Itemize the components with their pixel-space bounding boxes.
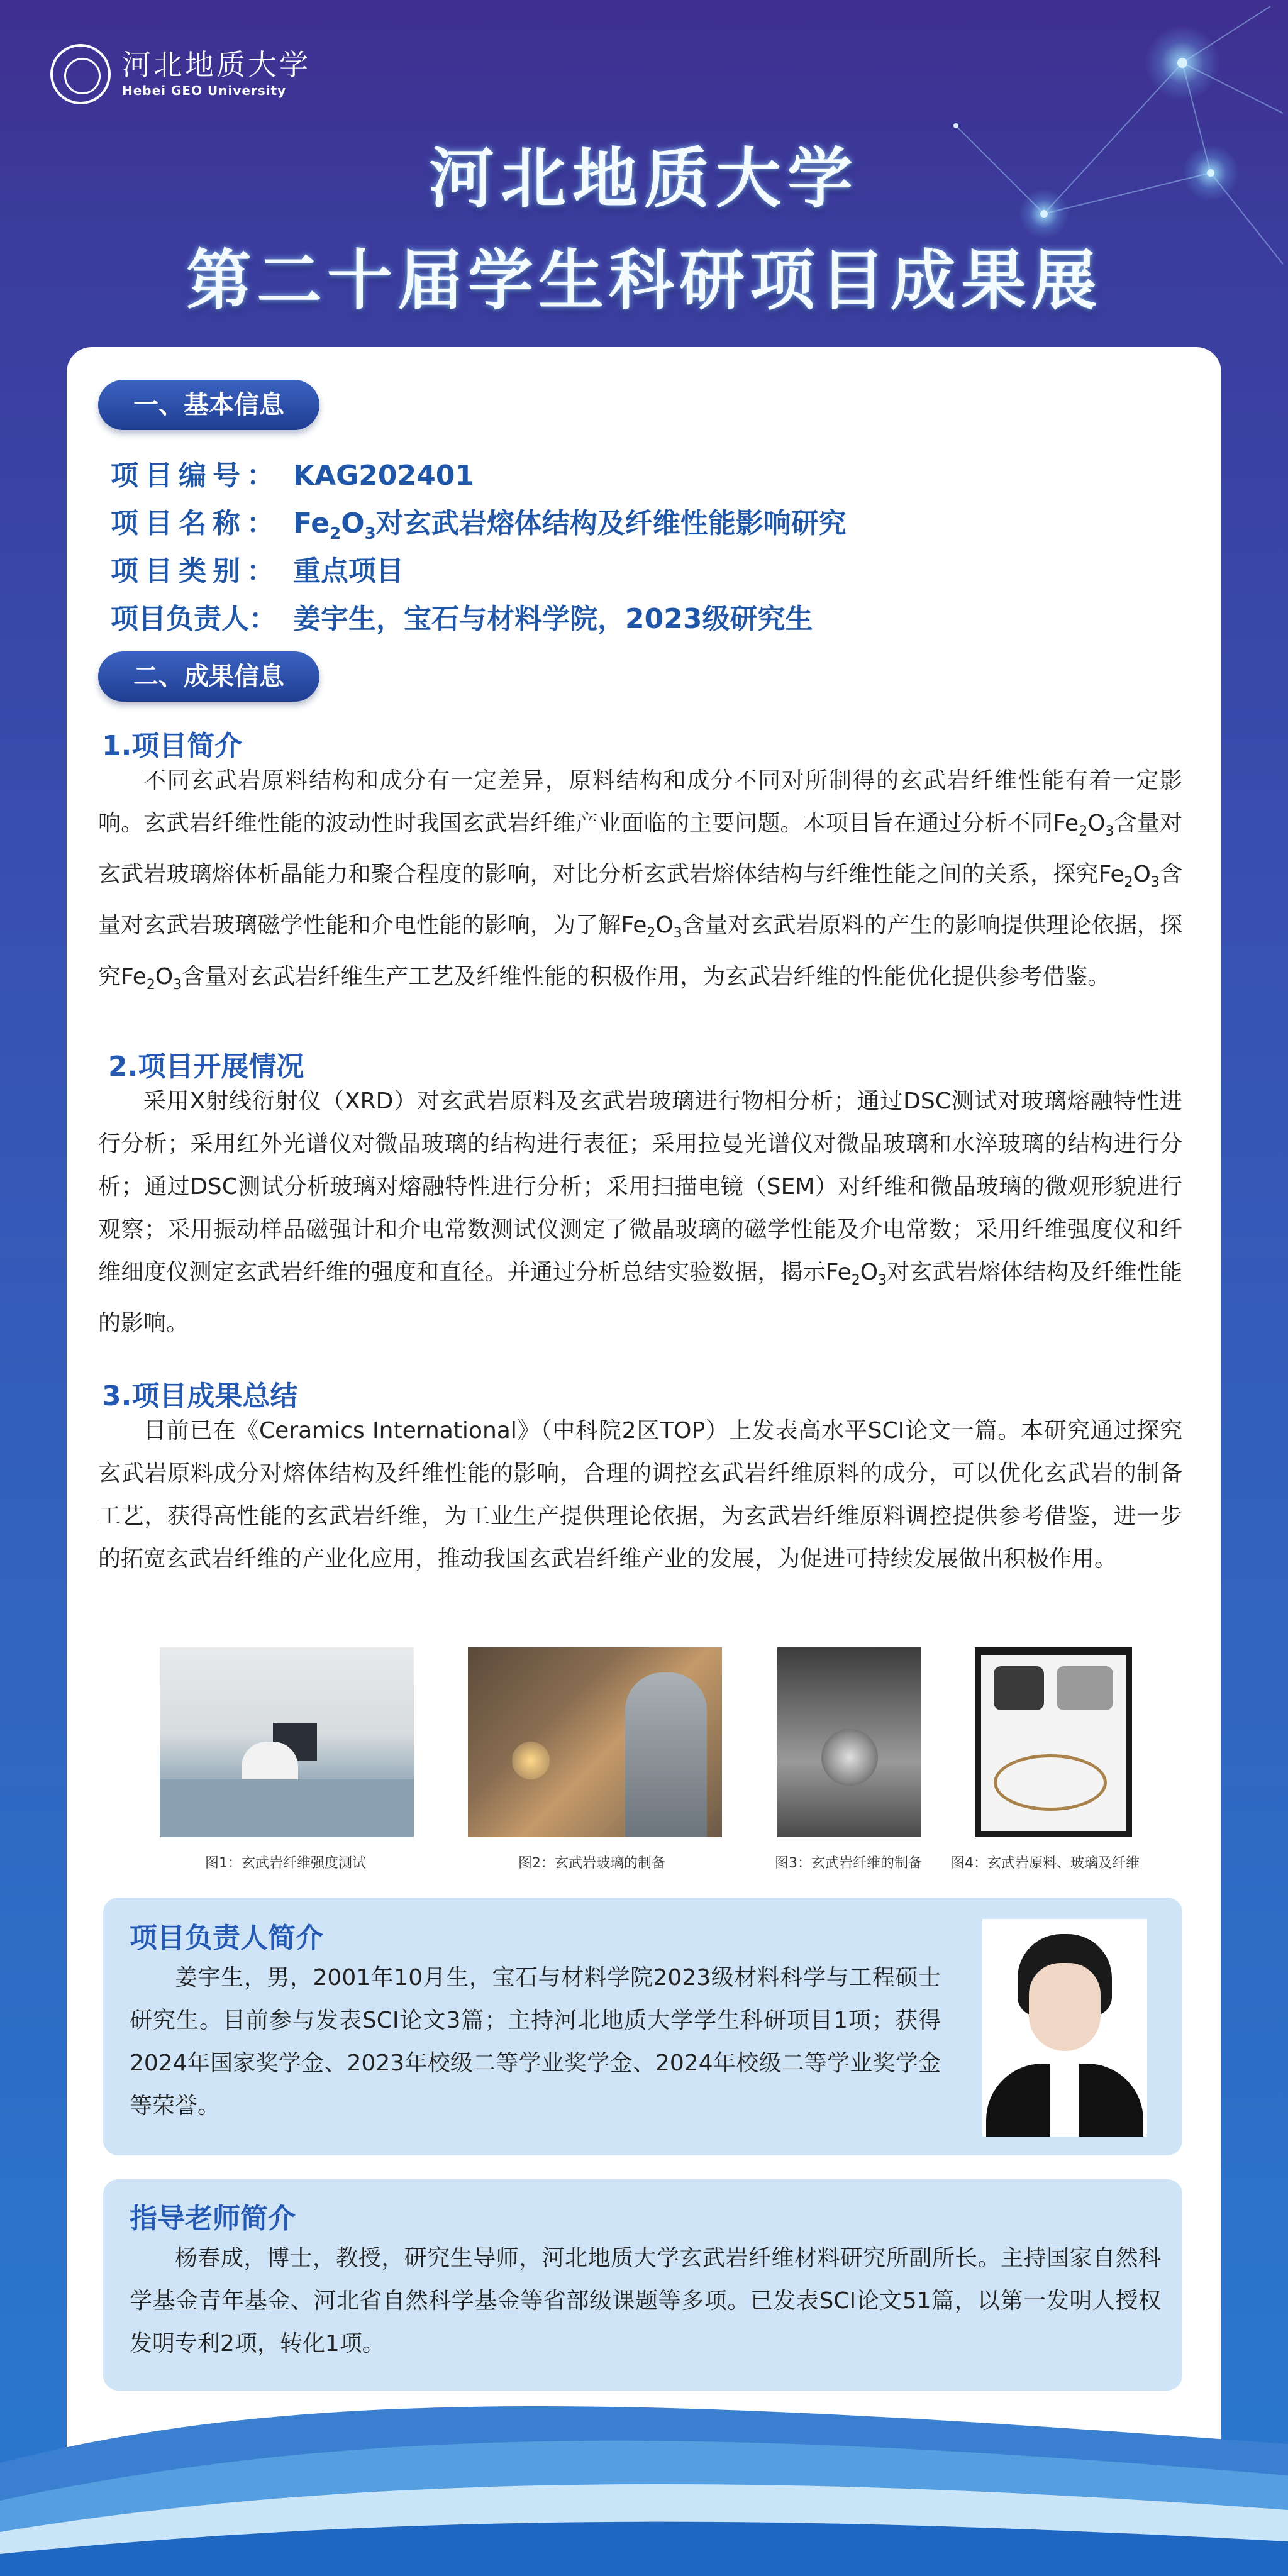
- subscript: 3: [1150, 875, 1160, 891]
- intro-paragraph: [98, 760, 1182, 1007]
- subscript: 2: [146, 976, 155, 993]
- advisor-intro-heading: 指导老师简介: [130, 2203, 296, 2235]
- info-row-project-leader: [111, 596, 813, 636]
- furnace-glow: [512, 1742, 550, 1779]
- text-span: Fe: [1098, 861, 1124, 888]
- text-span: O: [1087, 810, 1106, 836]
- info-value-mid: O: [341, 507, 365, 539]
- text-span: Fe: [1053, 810, 1079, 836]
- subscript: 2: [330, 524, 341, 543]
- logo-name-en: Hebei GEO University: [122, 83, 287, 98]
- leader-intro-box: [103, 1898, 1182, 2155]
- figure-caption: 图3：玄武岩纤维的制备: [775, 1855, 922, 1871]
- leader-portrait-photo: [982, 1919, 1147, 2137]
- subscript: 3: [878, 1273, 887, 1289]
- text-span: O: [1133, 861, 1151, 888]
- info-value-post: 对玄武岩熔体结构及纤维性能影响研究: [375, 507, 847, 539]
- text-span: 含量对玄武岩纤维生产工艺及纤维性能的积极作用，为玄武岩纤维的性能优化提供参考借鉴。: [182, 963, 1111, 990]
- section-heading-results: 二、成果信息: [98, 651, 319, 702]
- subscript: 3: [673, 926, 682, 942]
- subscript: 2: [1124, 875, 1133, 891]
- info-row-project-id: [111, 453, 474, 493]
- text-span: 含量对玄武岩玻璃熔体析晶能力和聚合程度的影响，对比分析玄武岩熔体结构与纤维性能之间的关系，探究: [98, 810, 1182, 888]
- text-span: O: [860, 1259, 879, 1285]
- text-span: 对玄武岩熔体结构及纤维性能的影响。: [98, 1259, 1182, 1337]
- info-value: 重点项目: [293, 555, 404, 587]
- text-span: 不同玄武岩原料结构和成分有一定差异，原料结构和成分不同对所制得的玄武岩纤维性能有着一定影响。玄武岩纤维性能的波动性时我国玄武岩纤维产业面临的主要问题。本项目旨在通过分析不同: [98, 768, 1182, 836]
- figure-caption: 图4：玄武岩原料、玻璃及纤维: [951, 1855, 1140, 1871]
- text-span: Fe: [825, 1259, 852, 1285]
- info-value-pre: Fe: [293, 507, 330, 539]
- info-row-project-type: [111, 548, 404, 589]
- logo-name-zh: 河北地质大学: [122, 48, 311, 82]
- poster-title-line2: 第二十届学生科研项目成果展: [186, 242, 1102, 319]
- text-span: Fe: [621, 912, 647, 939]
- shirt-shape: [1050, 2062, 1079, 2137]
- info-label: 项目名称：: [111, 507, 280, 539]
- text-span: O: [655, 912, 674, 939]
- figure-caption: 图1：玄武岩纤维强度测试: [205, 1855, 366, 1871]
- text-span: 含量对玄武岩原料的产生的影响提供理论依据，探究: [98, 912, 1182, 990]
- subscript: 3: [173, 976, 182, 993]
- subsection-heading-summary: 3.项目成果总结: [102, 1380, 298, 1412]
- subsection-heading-intro: 1.项目简介: [102, 730, 243, 762]
- info-label: 项目类别：: [111, 555, 280, 587]
- progress-paragraph: [98, 1080, 1182, 1345]
- bushing-shape: [821, 1729, 878, 1786]
- figure-caption: 图2：玄武岩玻璃的制备: [518, 1855, 665, 1871]
- university-logo: [50, 44, 311, 104]
- figure-photo-fiber-preparation: [777, 1647, 921, 1837]
- info-label: 项目负责人：: [111, 603, 277, 635]
- person-protective-suit: [625, 1672, 707, 1837]
- poster-title-line1: 河北地质大学: [428, 140, 859, 217]
- bottom-wave-decoration: [0, 2375, 1288, 2576]
- glass-shape: [1057, 1666, 1113, 1710]
- section-heading-basic: 一、基本信息: [98, 380, 319, 430]
- text-span: 含量对玄武岩玻璃磁学性能和介电性能的影响，为了解: [98, 861, 1182, 939]
- text-span: O: [155, 963, 174, 990]
- advisor-intro-box: [103, 2179, 1182, 2391]
- figure-photo-strength-test: [160, 1647, 414, 1837]
- info-value: KAG202401: [293, 460, 474, 492]
- subscript: 2: [851, 1273, 860, 1289]
- subscript: 3: [364, 524, 376, 543]
- leader-intro-heading: 项目负责人简介: [130, 1922, 323, 1954]
- university-seal-icon: [50, 44, 111, 104]
- info-row-project-name: [111, 500, 847, 543]
- text-span: 采用X射线衍射仪（XRD）对玄武岩原料及玄武岩玻璃进行物相分析；通过DSC测试对玻璃熔融特性进行分析；采用红外光谱仪对微晶玻璃的结构进行表征；采用拉曼光谱仪对微晶玻璃和水淬玻璃的结构进行分析；通过DSC测试分析玻璃对熔融特性进行分析；采用扫描电镜（SEM）对纤维和微晶玻璃的微观形貌进行观察；采用振动样品磁强计和介电常数测试仪测定了微晶玻璃的磁学性能及介电常数；采用纤维强度仪和纤维细度仪测定玄武岩纤维的强度和直径。并通过分析总结实验数据，揭示: [98, 1088, 1182, 1285]
- subscript: 2: [1079, 824, 1088, 840]
- fiber-loop-shape: [994, 1754, 1107, 1811]
- figure-photo-glass-preparation: [468, 1647, 722, 1837]
- face-shape: [1029, 1963, 1101, 2051]
- raw-material-shape: [994, 1666, 1044, 1710]
- subscript: 3: [1105, 824, 1114, 840]
- advisor-intro-text: 杨春成，博士，教授，研究生导师，河北地质大学玄武岩纤维材料研究所副所长。主持国家自然科学基金青年基金、河北省自然科学基金等省部级课题等多项。已发表SCI论文51篇，以第一发明人授权发明专利2项，转化1项。: [130, 2245, 1161, 2357]
- summary-paragraph: 目前已在《Ceramics International》（中科院2区TOP）上发表高水平SCI论文一篇。本研究通过探究玄武岩原料成分对熔体结构及纤维性能的影响，合理的调控玄武岩纤维原料的成分，可以优化玄武岩的制备工艺，获得高性能的玄武岩纤维，为工业生产提供理论依据，为玄武岩纤维原料调控提供参考借鉴，进一步的拓宽玄武岩纤维的产业化应用，推动我国玄武岩纤维产业的发展，为促进可持续发展做出积极作用。: [98, 1418, 1182, 1572]
- info-label: 项目编号：: [111, 460, 280, 492]
- desk-shape: [160, 1779, 414, 1837]
- leader-intro-text: 姜宇生，男，2001年10月生，宝石与材料学院2023级材料科学与工程硕士研究生。目前参与发表SCI论文3篇；主持河北地质大学学生科研项目1项；获得2024年国家奖学金、2023年校级二等学业奖学金、2024年校级二等学业奖学金等荣誉。: [130, 1965, 941, 2119]
- text-span: Fe: [121, 963, 147, 990]
- info-value: 姜宇生，宝石与材料学院，2023级研究生: [293, 603, 813, 635]
- subscript: 2: [647, 926, 656, 942]
- subsection-heading-progress: 2.项目开展情况: [108, 1051, 304, 1083]
- figure-photo-materials: [975, 1647, 1132, 1837]
